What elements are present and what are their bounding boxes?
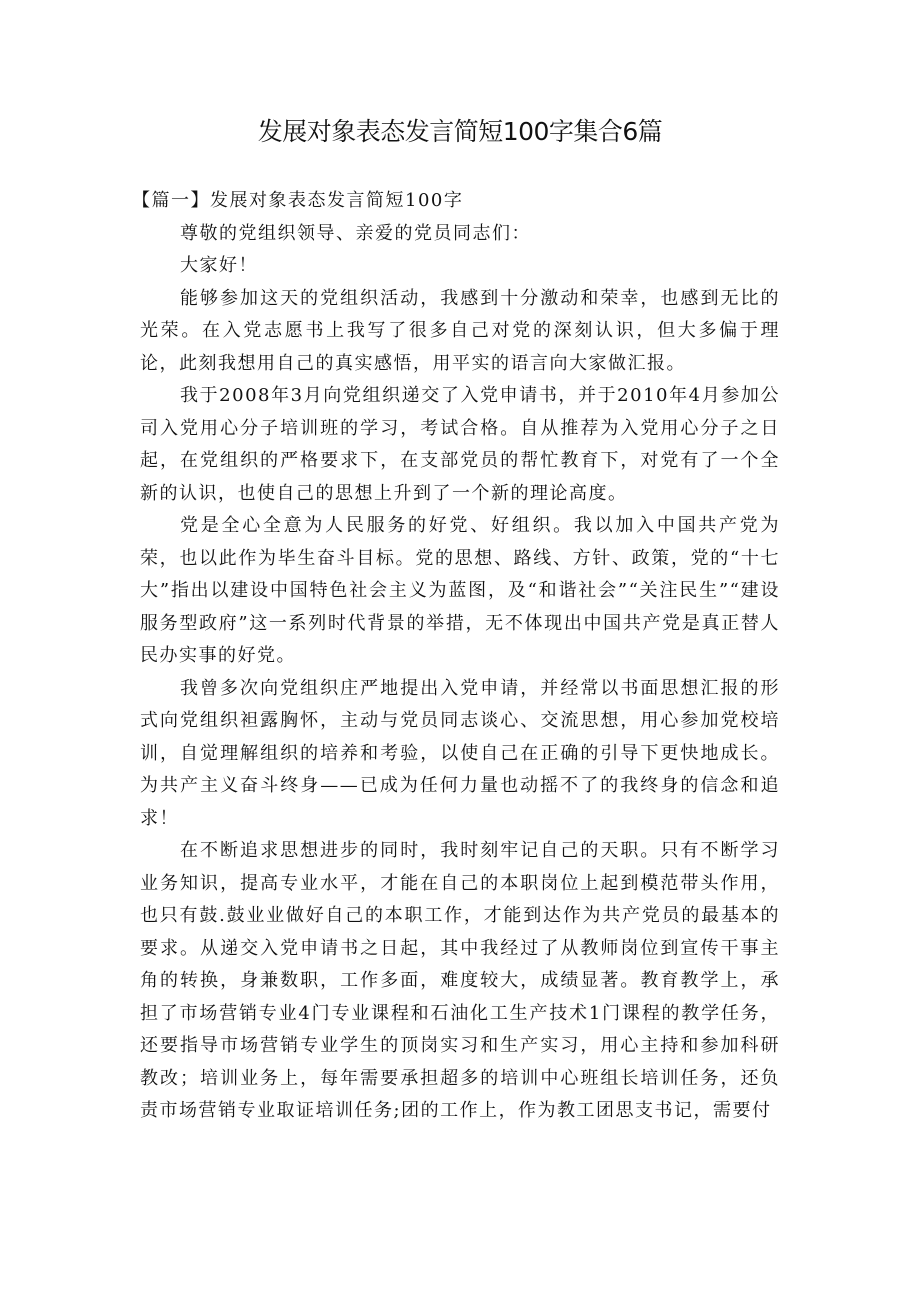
greeting: 大家好！ xyxy=(180,255,258,276)
section-heading: 【篇一】发展对象表态发言简短100字 xyxy=(132,190,464,211)
paragraph: 我于2008年3月向党组织递交了入党申请书，并于2010年4月参加公司入党用心分子培训班的学习，考试合格。自从推荐为入党用心分子之日起，在党组织的严格要求下，在支部党员的帮忙教育下，对党有了一个全新的认识，也使自己的思想上升到了一个新的理论高度。 xyxy=(140,385,780,504)
document-body xyxy=(132,185,780,1128)
paragraph: 我曾多次向党组织庄严地提出入党申请，并经常以书面思想汇报的形式向党组织袒露胸怀，主动与党员同志谈心、交流思想，用心参加党校培训，自觉理解组织的培养和考验，以使自己在正确的引导下更快地成长。为共产主义奋斗终身——已成为任何力量也动摇不了的我终身的信念和追求！ xyxy=(140,677,780,829)
salutation: 尊敬的党组织领导、亲爱的党员同志们： xyxy=(180,222,531,244)
paragraph: 能够参加这天的党组织活动，我感到十分激动和荣幸，也感到无比的光荣。在入党志愿书上我写了很多自己对党的深刻认识，但大多偏于理论，此刻我想用自己的真实感悟，用平实的语言向大家做汇报。 xyxy=(140,287,780,374)
paragraph: 党是全心全意为人民服务的好党、好组织。我以加入中国共产党为荣，也以此作为毕生奋斗目标。党的思想、路线、方针、政策，党的“十七大”指出以建设中国特色社会主义为蓝图，及“和谐社会”“关注民生”“建设服务型政府”这一系列时代背景的举措，无不体现出中国共产党是真正替人民办实事的好党。 xyxy=(140,515,780,666)
paragraph: 在不断追求思想进步的同时，我时刻牢记自己的天职。只有不断学习业务知识，提高专业水平，才能在自己的本职岗位上起到模范带头作用，也只有鼓.鼓业业做好自己的本职工作，才能到达作为共产党员的最基本的要求。从递交入党申请书之日起，其中我经过了从教师岗位到宣传干事主角的转换，身兼数职，工作多面，难度较大，成绩显著。教育教学上，承担了市场营销专业4门专业课程和石油化工生产技术1门课程的教学任务，还要指导市场营销专业学生的顶岗实习和生产实习，用心主持和参加科研教改；培训业务上，每年需要承担超多的培训中心班组长培训任务，还负责市场营销专业取证培训任务;团的工作上，作为教工团思支书记，需要付 xyxy=(140,840,780,1121)
document-title: 发展对象表态发言简短100字集合6篇 xyxy=(257,117,663,146)
